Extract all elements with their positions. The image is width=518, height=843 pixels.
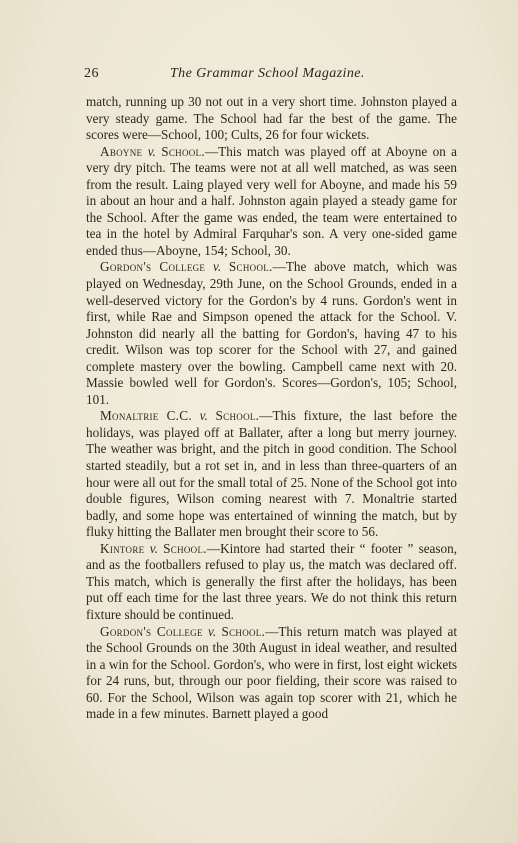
match-versus: v. xyxy=(147,143,156,159)
match-opponent: School. xyxy=(221,623,266,639)
paragraph-text: —The above match, which was played on Wednesday, 29th June, on the School Grounds, ended in a well-deserved victory for the Gordon's by 4 runs. Gordon's went in first, while Rae and Simpson opened the attack for the School. V. Johnston did nearly all the batting for Gordon's, having 47 to his credit. Wilson was top scorer for the School with 27, and gained complete mastery over the bowling. Campbell came next with 20. Massie bowled well for Gordon's. Scores—Gordon's, 105; School, 101. xyxy=(86,259,458,407)
running-title: The Grammar School Magazine. xyxy=(170,66,365,81)
paragraph-text: —This fixture, the last before the holidays, was played off at Ballater, after a long but merry journey. The weather was bright, and the pitch in good condition. The School started steadily, but a rot set in, and in less than three-quarters of an hour were all out for the small total of 25. None of the School got into double figures, Wilson coming nearest with 7. Monaltrie started badly, and some hope was entertained of winning the match, but by fluky hitting the Ballater men brought their score to 56. xyxy=(86,408,458,540)
paragraph-monaltrie-match xyxy=(86,408,457,540)
match-versus: v. xyxy=(212,259,222,275)
paragraph-text: —This return match was played at the School Grounds on the 30th August in ideal weather, and resulted in a win for the School. Gordon's, who were in first, lost eight wickets for 24 runs, but, through our poor fielding, their score was raised to 60. For the School, Wilson was again top scorer with 21, which he made in a few minutes. Barnett played a good xyxy=(86,623,457,722)
match-team: Gordon's College xyxy=(100,259,206,275)
paragraph-text: —This match was played off at Aboyne on a very dry pitch. The teams were not at all well matched, as was seen from the result. Laing played very well for Aboyne, and made his 59 in about an hour and a half. Johnston again played a steady game for the School. After the game was ended, the team were entertained to tea in the hotel by Admiral Farquhar's son. A very one-sided game ended thus—Aboyne, 154; School, 30. xyxy=(86,143,458,258)
match-opponent: School. xyxy=(215,408,260,424)
match-team: Aboyne xyxy=(100,143,143,159)
match-opponent: School. xyxy=(228,259,273,275)
page-number: 26 xyxy=(84,66,99,81)
paragraph-aboyne-match xyxy=(86,144,457,260)
match-versus: v. xyxy=(199,408,208,424)
page-header xyxy=(84,66,457,84)
match-team: Gordon's College xyxy=(100,623,203,639)
article-body xyxy=(86,94,457,723)
paragraph-text: —Kintore had started their “ footer ” season, and as the footballers refused to play us, the match was declared off. This match, which is generally the first after the holidays, has been put off each time for the last three years. We do not think this return fixture should be continued. xyxy=(86,540,458,622)
match-opponent: School. xyxy=(161,143,205,159)
match-team: Monaltrie C.C. xyxy=(100,408,192,424)
match-team: Kintore xyxy=(100,540,145,556)
paragraph-cults-match xyxy=(86,94,457,144)
match-versus: v. xyxy=(208,623,217,639)
match-versus: v. xyxy=(149,540,158,556)
paragraph-kintore-match xyxy=(86,541,457,624)
paragraph-gordons-match-2 xyxy=(86,624,457,723)
match-opponent: School. xyxy=(163,540,207,556)
paragraph-gordons-match-1 xyxy=(86,259,457,408)
paragraph-text: match, running up 30 not out in a very short time. Johnston played a very steady game. The School had far the best of the game. The scores were—School, 100; Cults, 26 for four wickets. xyxy=(86,94,457,143)
